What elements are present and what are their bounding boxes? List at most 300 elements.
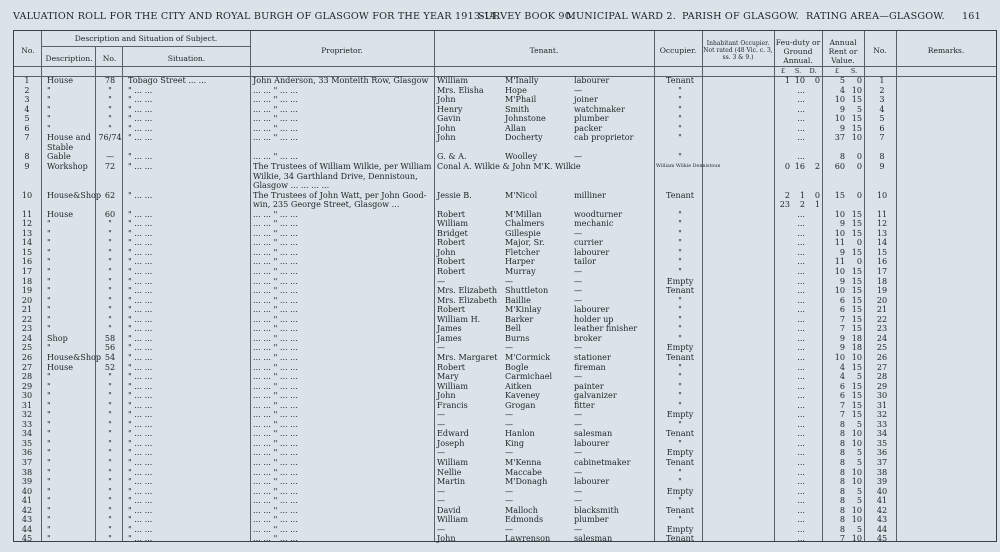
feu-shillings: ... — [797, 351, 805, 362]
rent-pounds: 8 — [839, 523, 845, 534]
tenant-surname: Murray — [505, 266, 536, 276]
occupier: Empty — [666, 409, 694, 420]
street-number: 60 — [104, 208, 116, 219]
rent-pounds: 8 — [839, 495, 845, 506]
street-number: " — [108, 122, 112, 133]
proprietor: ... ... " ... ... — [253, 457, 298, 467]
proprietor: ... ... " ... ... — [253, 485, 298, 496]
feu-shillings: ... — [797, 256, 805, 267]
tenant-trade: salesman — [574, 533, 613, 544]
rent-shillings: 0 — [856, 189, 862, 200]
col-inhabitant: Inhabitant Occupier. Not rated (48 Vic. c. 3, ss. 3 & 9.) — [703, 40, 773, 61]
feu-shillings: ... — [797, 122, 805, 133]
tenant-trade: watchmaker — [574, 103, 625, 114]
street-number: " — [108, 246, 112, 257]
rent-pounds: 9 — [839, 122, 845, 133]
feu-pence: 2 — [814, 160, 820, 171]
occupier: " — [678, 132, 682, 143]
street-number: " — [108, 418, 112, 429]
col-number: No. — [102, 54, 117, 63]
tenant-trade: fitter — [574, 399, 595, 410]
description: " — [47, 495, 51, 506]
rent-shillings: 10 — [851, 351, 862, 362]
occupier: " — [678, 380, 682, 391]
rent-shillings: 15 — [851, 323, 862, 334]
occupier: Tenant — [665, 189, 695, 200]
tenant-forename: Edward — [437, 428, 469, 439]
description: " — [47, 266, 51, 276]
occupier: Tenant — [665, 428, 695, 439]
occupier: Tenant — [665, 457, 695, 467]
tenant-forename: John — [437, 122, 456, 133]
rent-pounds: 10 — [834, 94, 845, 105]
situation: " ... ... — [128, 285, 153, 296]
situation: " ... ... — [128, 332, 153, 343]
tenant-trade: packer — [574, 122, 603, 133]
rent-shillings: 10 — [851, 504, 862, 515]
entry-number-right: 38 — [876, 466, 888, 477]
rent-shillings: 10 — [851, 84, 862, 95]
situation: " ... ... — [128, 390, 153, 401]
proprietor: ... ... " ... ... — [253, 380, 298, 391]
tenant-surname: Docherty — [505, 132, 543, 143]
entry-number: 24 — [21, 332, 33, 343]
tenant-surname: Allan — [505, 122, 527, 133]
proprietor: ... ... " ... ... — [253, 285, 298, 296]
col-no: No. — [21, 46, 35, 55]
street-number: " — [108, 457, 112, 467]
street-number: " — [108, 437, 112, 448]
tenant-forename: William — [437, 380, 469, 391]
feu-shillings: ... — [797, 495, 805, 506]
street-number: " — [108, 237, 112, 248]
street-number: " — [108, 285, 112, 296]
entry-number: 19 — [21, 285, 33, 296]
tenant-surname: Chalmers — [505, 218, 545, 229]
proprietor: ... ... " ... ... — [253, 409, 298, 420]
entry-number: 30 — [21, 390, 33, 401]
situation: " ... ... — [128, 256, 153, 267]
situation: " ... ... — [128, 437, 153, 448]
feu-shillings: ... — [797, 380, 805, 391]
feu-shillings: ... — [797, 237, 805, 248]
situation: " ... ... — [128, 466, 153, 477]
tenant-forename: David — [437, 504, 461, 515]
tenant-trade: — — [574, 285, 583, 296]
col-feu-duty: Feu-duty or Ground Annual. — [775, 38, 821, 65]
proprietor: ... ... " ... ... — [253, 227, 298, 238]
entry-number: 5 — [24, 113, 30, 124]
entry-number: 39 — [21, 476, 33, 487]
occupier: " — [678, 84, 682, 95]
feu-shillings: ... — [797, 323, 805, 334]
entry-number-right: 43 — [876, 514, 888, 525]
rent-shillings: 0 — [856, 256, 862, 267]
street-number: " — [108, 409, 112, 420]
rent-pounds: 8 — [839, 151, 845, 162]
feu-shillings: ... — [797, 476, 805, 487]
tenant-forename: Mrs. Elizabeth — [437, 294, 498, 305]
rent-pounds: 9 — [839, 103, 845, 114]
street-number: " — [108, 313, 112, 324]
proprietor: ... ... " ... ... — [253, 122, 298, 133]
occupier: " — [678, 476, 682, 487]
tenant-surname: Hope — [505, 84, 527, 95]
situation: " ... ... — [128, 246, 153, 257]
rent-pounds: 10 — [834, 208, 845, 219]
street-number: 52 — [104, 361, 116, 372]
tenant-surname: — — [505, 418, 514, 429]
description: " — [47, 390, 51, 401]
description: " — [47, 237, 51, 248]
entry-number-right: 4 — [879, 103, 885, 114]
tenant-forename: Robert — [437, 256, 466, 267]
tenant-trade: blacksmith — [574, 504, 619, 515]
tenant-trade: — — [574, 495, 583, 506]
rent-shillings: 10 — [851, 476, 862, 487]
description: " — [47, 504, 51, 515]
survey-book: SURVEY BOOK 90. — [478, 11, 575, 22]
situation: " ... ... — [128, 304, 153, 315]
proprietor: ... ... " ... ... — [253, 275, 298, 286]
description: House — [47, 361, 74, 372]
occupier: Empty — [666, 485, 694, 496]
occupier: " — [678, 390, 682, 401]
situation: " ... ... — [128, 533, 153, 544]
street-number: " — [108, 399, 112, 410]
situation: " ... ... — [128, 371, 153, 382]
tenant-trade: — — [574, 275, 583, 286]
street-number: 76/74 — [98, 132, 122, 143]
feu-shillings: ... — [797, 313, 805, 324]
occupier: " — [678, 151, 682, 162]
street-number: " — [108, 294, 112, 305]
feu-shillings: ... — [797, 428, 805, 439]
street-number: " — [108, 103, 112, 114]
description: " — [47, 342, 51, 353]
entry-number-right: 13 — [876, 227, 888, 238]
entry-number: 20 — [21, 294, 33, 305]
tenant-trade: currier — [574, 237, 603, 248]
tenant-surname: Woolley — [505, 151, 538, 162]
rent-pounds: 5 — [839, 75, 845, 85]
entry-number-right: 19 — [876, 285, 888, 296]
feu-shillings: ... — [797, 371, 805, 382]
entry-number: 6 — [24, 122, 30, 133]
proprietor: ... ... " ... ... — [253, 390, 298, 401]
tenant-forename: — — [437, 275, 446, 286]
feu-shillings: ... — [797, 275, 805, 286]
street-number: " — [108, 504, 112, 515]
tenant-forename: Mrs. Margaret — [437, 351, 498, 362]
feu-pence: 0 — [814, 75, 820, 85]
situation: " ... ... — [128, 94, 153, 105]
entry-number-right: 36 — [876, 447, 888, 458]
tenant-forename: Joseph — [437, 437, 465, 448]
rent-shillings: 5 — [856, 447, 862, 458]
rent-pounds: 8 — [839, 447, 845, 458]
rent-shillings: 0 — [856, 237, 862, 248]
situation: " ... ... — [128, 447, 153, 458]
situation: " ... ... — [128, 208, 153, 219]
entry-number: 21 — [21, 304, 33, 315]
rent-shillings: 15 — [851, 246, 862, 257]
proprietor: ... ... " ... ... — [253, 504, 298, 515]
entry-number-right: 11 — [876, 208, 888, 219]
tenant-forename: William — [437, 514, 469, 525]
tenant-forename: — — [437, 409, 446, 420]
description: " — [47, 122, 51, 133]
street-number: " — [108, 304, 112, 315]
col-situation: Situation. — [167, 54, 206, 63]
occupier: " — [678, 514, 682, 525]
entry-number: 31 — [21, 399, 33, 410]
description: " — [47, 466, 51, 477]
tenant-trade: fireman — [574, 361, 606, 372]
occupier: " — [678, 323, 682, 334]
situation: " ... ... — [128, 132, 153, 143]
entry-number: 43 — [21, 514, 33, 525]
tenant-forename: Robert — [437, 304, 466, 315]
tenant-trade: holder up — [574, 313, 614, 324]
occupier: Empty — [666, 447, 694, 458]
entry-number-right: 26 — [876, 351, 888, 362]
feu-pence-label: D. — [809, 67, 817, 75]
tenant-forename: Robert — [437, 237, 466, 248]
tenant-surname: M'Donagh — [505, 476, 548, 487]
feu-shillings: ... — [797, 94, 805, 105]
tenant-trade: — — [574, 485, 583, 496]
tenant-surname: Bell — [505, 323, 521, 334]
tenant-trade: milliner — [574, 189, 606, 200]
col-remarks: Remarks. — [927, 46, 965, 55]
situation: " ... ... — [128, 323, 153, 334]
tenant-trade: — — [574, 523, 583, 534]
description: " — [47, 428, 51, 439]
entry-number-right: 18 — [876, 275, 888, 286]
tenant-surname: Carmichael — [505, 371, 553, 382]
description: " — [47, 275, 51, 286]
entry-number-right: 2 — [879, 84, 885, 95]
situation: " ... ... — [128, 113, 153, 124]
entry-number: 27 — [21, 361, 33, 372]
proprietor: ... ... " ... ... — [253, 437, 298, 448]
tenant-surname: — — [505, 275, 514, 286]
tenant-trade: labourer — [574, 246, 610, 257]
rent-pounds: 8 — [839, 466, 845, 477]
entry-number-right: 41 — [876, 495, 888, 506]
situation: " ... ... — [128, 485, 153, 496]
description: " — [47, 113, 51, 124]
tenant-surname: M'Phail — [505, 94, 537, 105]
street-number: " — [108, 227, 112, 238]
description: House and — [47, 132, 91, 143]
feu-shillings: ... — [797, 84, 805, 95]
situation: " ... ... — [128, 84, 153, 95]
rent-pounds: 10 — [834, 227, 845, 238]
situation: " ... ... — [128, 380, 153, 391]
proprietor: The Trustees of William Wilkie, per William — [253, 160, 432, 171]
feu-shillings: ... — [797, 523, 805, 534]
feu-shillings: 10 — [794, 75, 805, 85]
tenant-trade: mechanic — [574, 218, 614, 229]
tenant-trade: — — [574, 342, 583, 353]
occupier: " — [678, 218, 682, 229]
street-number: " — [108, 533, 112, 544]
col-tenant: Tenant. — [529, 46, 559, 55]
tenant-trade: salesman — [574, 428, 613, 439]
street-number: " — [108, 113, 112, 124]
rent-shillings: 15 — [851, 294, 862, 305]
occupier: " — [678, 304, 682, 315]
occupier: " — [678, 227, 682, 238]
tenant-surname: Bogle — [505, 361, 529, 372]
tenant-forename: Mrs. Elisha — [437, 84, 484, 95]
feu-shillings-label: S. — [794, 67, 802, 75]
tenant-forename: — — [437, 495, 446, 506]
rent-pounds: 15 — [834, 189, 845, 200]
entry-number: 26 — [21, 351, 33, 362]
rent-pounds-label: £ — [834, 67, 840, 75]
occupier: Tenant — [665, 75, 695, 85]
rent-shillings: 10 — [851, 514, 862, 525]
entry-number: 25 — [21, 342, 33, 353]
rating-area: RATING AREA—GLASGOW. — [806, 11, 945, 22]
situation: " ... ... — [128, 237, 153, 248]
feu-pence: 0 — [814, 189, 820, 200]
tenant-forename: — — [437, 342, 446, 353]
table-row — [0, 133, 1000, 143]
situation: " ... ... — [128, 351, 153, 362]
rent-pounds: 6 — [839, 304, 845, 315]
rent-pounds: 6 — [839, 294, 845, 305]
occupier: " — [678, 113, 682, 124]
rent-pounds: 9 — [839, 275, 845, 286]
table-row — [0, 162, 1000, 172]
tenant-forename: Mary — [437, 371, 459, 382]
proprietor: ... ... " ... ... — [253, 495, 298, 506]
proprietor: ... ... " ... ... — [253, 218, 298, 229]
table-row — [0, 534, 1000, 544]
tenant-surname: Aitken — [505, 380, 532, 391]
tenant-surname: — — [505, 495, 514, 506]
situation: " ... ... — [128, 218, 153, 229]
tenant-surname: Hanlon — [505, 428, 535, 439]
street-number: 58 — [104, 332, 116, 343]
feu-shillings: ... — [797, 390, 805, 401]
tenant-forename: Martin — [437, 476, 466, 487]
situation: " ... ... — [128, 266, 153, 276]
rent-shillings-label: S. — [850, 67, 858, 75]
entry-number-right: 31 — [876, 399, 888, 410]
proprietor: ... ... " ... ... — [253, 304, 298, 315]
tenant-forename: Mrs. Elizabeth — [437, 285, 498, 296]
proprietor: ... ... " ... ... — [253, 132, 298, 143]
tenant-forename: Robert — [437, 361, 466, 372]
tenant-forename: William — [437, 457, 469, 467]
entry-number-right: 30 — [876, 390, 888, 401]
occupier: " — [678, 103, 682, 114]
entry-number-right: 44 — [876, 523, 888, 534]
description: Shop — [47, 332, 68, 343]
situation: " ... ... — [128, 275, 153, 286]
situation: " ... ... — [128, 227, 153, 238]
rent-shillings: 15 — [851, 208, 862, 219]
tenant-trade: leather finisher — [574, 323, 638, 334]
rent-pounds: 8 — [839, 514, 845, 525]
situation: " ... ... — [128, 151, 153, 162]
feu-shillings: ... — [797, 294, 805, 305]
entry-number-right: 16 — [876, 256, 888, 267]
rent-shillings: 15 — [851, 266, 862, 276]
tenant-surname: Johnstone — [505, 113, 546, 124]
entry-number: 41 — [21, 495, 33, 506]
roll-entries — [0, 75, 1000, 544]
description: " — [47, 84, 51, 95]
tenant-forename: Bridget — [437, 227, 468, 238]
occupier: " — [678, 237, 682, 248]
tenant-surname: M'Millan — [505, 208, 542, 219]
tenant-forename: William — [437, 75, 469, 85]
tenant-forename: — — [437, 418, 446, 429]
entry-number: 44 — [21, 523, 33, 534]
rent-shillings: 0 — [856, 160, 862, 171]
street-number: " — [108, 371, 112, 382]
description: " — [47, 447, 51, 458]
occupier: " — [678, 332, 682, 343]
tenant-surname: Maccabe — [505, 466, 542, 477]
situation: " ... ... — [128, 122, 153, 133]
proprietor: ... ... " ... ... — [253, 428, 298, 439]
proprietor: ... ... " ... ... — [253, 323, 298, 334]
description: " — [47, 246, 51, 257]
entry-number-right: 22 — [876, 313, 888, 324]
rent-shillings: 18 — [851, 332, 862, 343]
entry-number-right: 34 — [876, 428, 888, 439]
entry-number: 40 — [21, 485, 33, 496]
rent-shillings: 15 — [851, 409, 862, 420]
proprietor: ... ... " ... ... — [253, 399, 298, 410]
situation: " ... ... — [128, 189, 153, 200]
entry-number: 42 — [21, 504, 33, 515]
entry-number-right: 3 — [879, 94, 885, 105]
rent-pounds: 37 — [834, 132, 845, 143]
occupier: Tenant — [665, 285, 695, 296]
situation: " ... ... — [128, 418, 153, 429]
feu-shillings: ... — [797, 514, 805, 525]
situation: " ... ... — [128, 294, 153, 305]
description: " — [47, 476, 51, 487]
tenant-trade: broker — [574, 332, 602, 343]
tenant-trade: galvanizer — [574, 390, 617, 401]
entry-number: 29 — [21, 380, 33, 391]
street-number: 78 — [104, 75, 116, 85]
tenant-forename: John — [437, 246, 456, 257]
situation: " ... ... — [128, 504, 153, 515]
rent-pounds: 10 — [834, 285, 845, 296]
col-occupier: Occupier. — [659, 46, 697, 55]
entry-number-right: 25 — [876, 342, 888, 353]
description: " — [47, 256, 51, 267]
feu-shillings: ... — [797, 208, 805, 219]
feu-shillings: 16 — [794, 160, 805, 171]
entry-number: 4 — [24, 103, 30, 114]
occupier: William Wilkie Dennistoun — [656, 163, 721, 169]
occupier: " — [678, 361, 682, 372]
tenant-forename: Francis — [437, 399, 468, 410]
tenant-trade: cab proprietor — [574, 132, 634, 143]
description: " — [47, 103, 51, 114]
